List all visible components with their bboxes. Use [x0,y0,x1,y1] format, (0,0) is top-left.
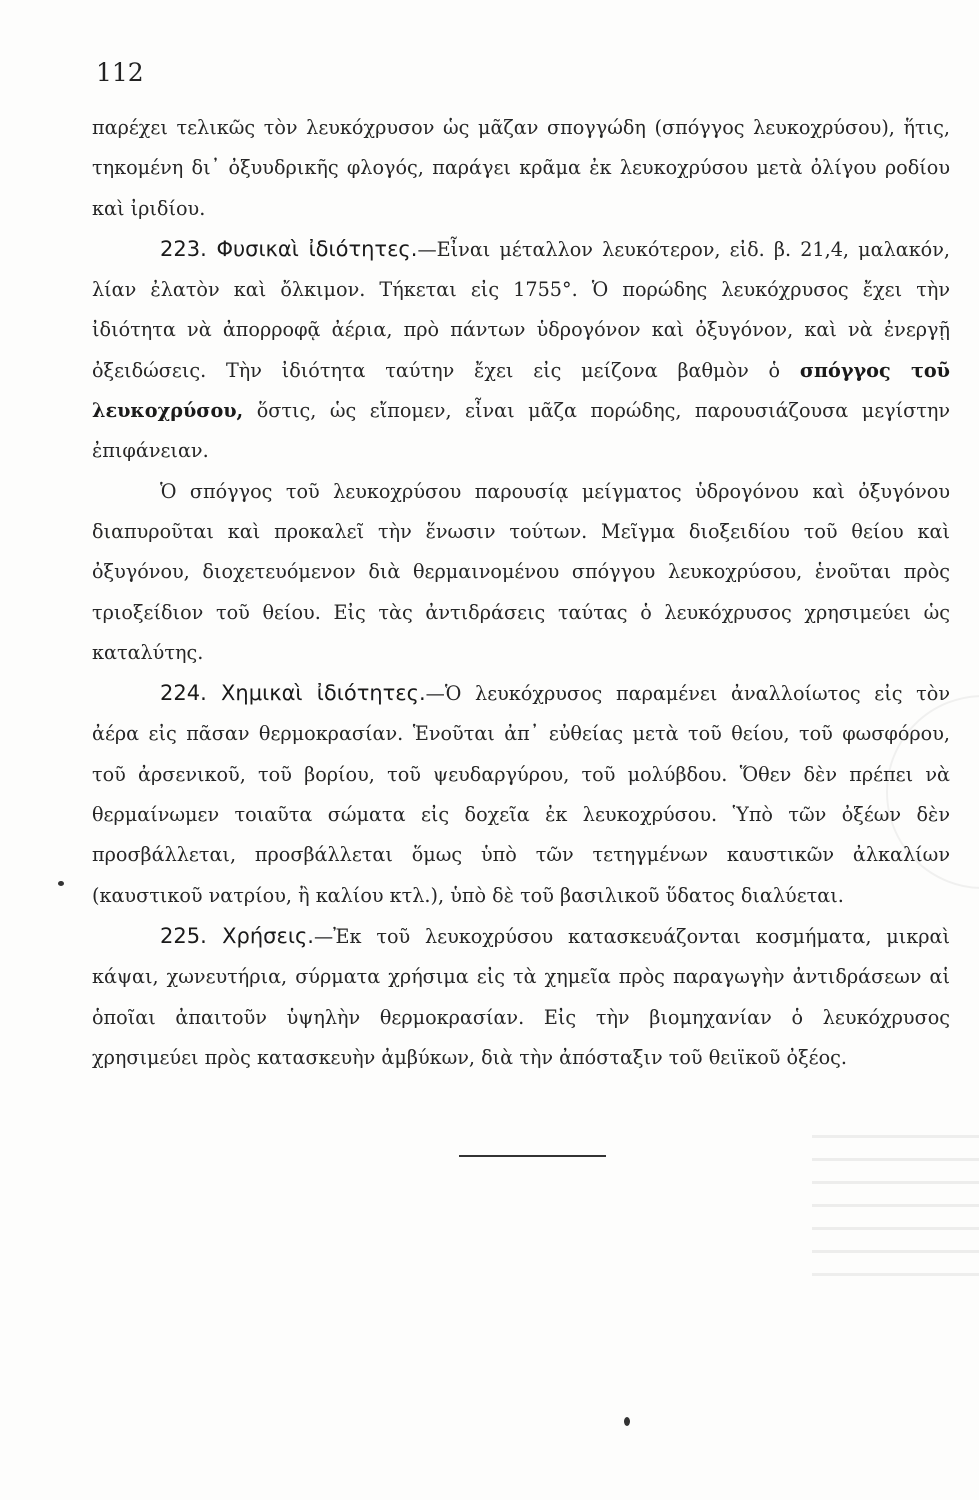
page-number: 112 [96,58,144,87]
section-225-paragraph [92,916,950,1078]
section-223-paragraph [92,229,950,472]
section-224-heading: 224. Χημικαὶ ἰδιότητες. [160,681,426,706]
ink-speck [624,1417,630,1426]
section-225-text: —Ἐκ τοῦ λευκοχρύσου κατασκευάζονται κοσμήματα, μικραὶ κάψαι, χωνευτήρια, σύρματα χρήσιμα εἰς τὰ χημεῖα πρὸς παραγωγὴν ἀντιδράσεων αἱ ὁποῖαι ἀπαιτοῦν ὑψηλὴν θερμοκρασίαν. Εἰς τὴν βιομηχανίαν ὁ λευκόχρυσος χρησιμεύει πρὸς κατασκευὴν ἀμβύκων, διὰ τὴν ἀπόσταξιν τοῦ θειϊκοῦ ὀξέος. [92,924,950,1069]
end-rule [459,1155,606,1157]
platinum-sponge-term: σπόγγος τοῦ λευκοχρύσου, [92,358,950,423]
show-through-text [812,1135,979,1335]
section-224-paragraph [92,673,950,916]
section-224-text: —Ὁ λευκόχρυσος παραμένει ἀναλλοίωτος εἰς τὸν ἀέρα εἰς πᾶσαν θερμοκρασίαν. Ἑνοῦται ἀπ᾽ εὐθείας μετὰ τοῦ θείου, τοῦ φωσφόρου, τοῦ ἀρσενικοῦ, τοῦ βορίου, τοῦ ψευδαργύρου, τοῦ μολύβδου. Ὅθεν δὲν πρέπει νὰ θερμαίνωμεν τοιαῦτα σώματα εἰς δοχεῖα ἐκ λευκοχρύσου. Ὑπὸ τῶν ὀξέων δὲν προσβάλλεται, προσβάλλεται ὅμως ὑπὸ τῶν τετηγμένων καυστικῶν ἀλκαλίων (καυστικοῦ νατρίου, ἢ καλίου κτλ.), ὑπὸ δὲ τοῦ βασιλικοῦ ὕδατος διαλύεται. [92,682,951,907]
page-body [92,108,950,1078]
section-223-heading: 223. Φυσικαὶ ἰδιότητες. [160,236,418,261]
section-225-heading: 225. Χρήσεις. [160,923,314,948]
ink-speck [58,881,64,886]
section-223-text: —Εἶναι μέταλλον λευκότερον, εἰδ. β. 21,4, μαλακόν, λίαν ἐλατὸν καὶ ὄλκιμον. Τήκεται εἰς 1755°. Ὁ πορώδης λευκόχρυσος ἔχει τὴν ἰδιότητα νὰ ἀπορροφᾷ ἀέρια, πρὸ πάντων ὑδρογόνον καὶ ὀξυγόνον, καὶ νὰ ἐνεργῇ ὀξειδώσεις. Τὴν ἰδιότητα ταύτην ἔχει εἰς μείζονα βαθμὸν ὁ [92,237,950,382]
continued-paragraph: παρέχει τελικῶς τὸν λευκόχρυσον ὡς μᾶζαν σπογγώδη (σπόγγος λευκοχρύσου), ἥτις, τηκομένη δι᾽ ὀξυυδρικῆς φλογός, παράγει κρᾶμα ἐκ λευκοχρύσου μετὰ ὀλίγου ροδίου καὶ ἰριδίου. [92,116,950,220]
section-223-text-continued: ὅστις, ὡς εἴπομεν, εἶναι μᾶζα πορώδης, παρουσιάζουσα μεγίστην ἐπιφάνειαν. [92,399,950,463]
platinum-sponge-paragraph: Ὁ σπόγγος τοῦ λευκοχρύσου παρουσίᾳ μείγματος ὑδρογόνου καὶ ὀξυγόνου διαπυροῦται καὶ προκαλεῖ τὴν ἕνωσιν τούτων. Μεῖγμα διοξειδίου τοῦ θείου καὶ ὀξυγόνου, διοχετευόμενον διὰ θερμαινομένου σπόγγου λευκοχρύσου, ἑνοῦται πρὸς τριοξείδιον τοῦ θείου. Εἰς τὰς ἀντιδράσεις ταύτας ὁ λευκόχρυσος χρησιμεύει ὡς καταλύτης. [92,479,950,664]
